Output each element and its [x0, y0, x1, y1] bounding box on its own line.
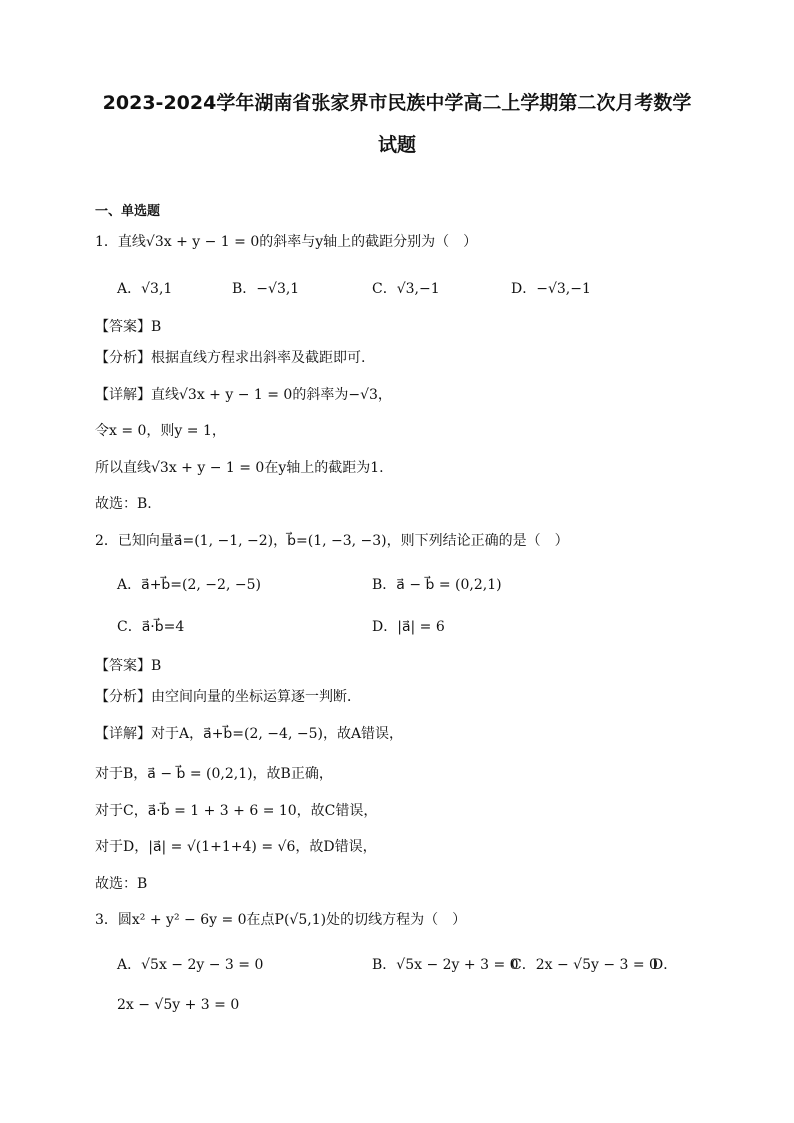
answer-tag: 【答案】	[95, 319, 151, 335]
q1-analysis	[95, 348, 365, 368]
q2-option-c: C．a⃗·b⃗=4	[117, 619, 185, 635]
question-1-stem: 1．直线√3x + y − 1 = 0的斜率与y轴上的截距分别为（ ）	[95, 234, 478, 250]
q2-option-a: A．a⃗+b⃗=(2, −2, −5)	[117, 577, 261, 593]
q2-detail-2: 对于B，a⃗ − b⃗ = (0,2,1)，故B正确，	[95, 766, 333, 782]
q2-option-b: B．a⃗ − b⃗ = (0,2,1)	[372, 577, 502, 593]
q3-option-d-label: D．	[652, 957, 678, 973]
question-2-stem: 2．已知向量a⃗=(1, −1, −2)，b⃗=(1, −3, −3)，则下列结论正确的是（ ）	[95, 533, 569, 549]
q1-detail-2: 令x = 0，则y = 1，	[95, 423, 226, 439]
q3-option-c: C．2x − √5y − 3 = 0	[511, 957, 658, 973]
q1-option-d: D．−√3,−1	[511, 281, 591, 297]
q3-option-d-value: 2x − √5y + 3 = 0	[117, 997, 240, 1013]
q2-answer	[95, 656, 161, 676]
q1-option-c: C．√3,−1	[372, 281, 440, 297]
analysis-tag: 【分析】	[95, 350, 151, 366]
q3-option-b: B．√5x − 2y + 3 = 0	[372, 957, 519, 973]
q1-detail	[95, 385, 392, 405]
document-title-line1: 2023-2024学年湖南省张家界市民族中学高二上学期第二次月考数学	[102, 92, 692, 114]
detail-tag: 【详解】	[95, 387, 151, 403]
document-title-line2: 试题	[377, 134, 416, 156]
q1-answer	[95, 317, 161, 337]
analysis-text: 根据直线方程求出斜率及截距即可.	[151, 350, 366, 366]
answer-value: B	[151, 319, 162, 335]
q2-detail-4: 对于D，|a⃗| = √(1+1+4) = √6，故D错误，	[95, 839, 377, 855]
q2-conclusion: 故选：B	[95, 876, 148, 892]
q1-option-a: A．√3,1	[117, 281, 173, 297]
detail-text: 对于A，a⃗+b⃗=(2, −4, −5)，故A错误，	[151, 726, 404, 742]
answer-value: B	[151, 658, 162, 674]
q1-option-b: B．−√3,1	[232, 281, 300, 297]
answer-tag: 【答案】	[95, 658, 151, 674]
detail-tag: 【详解】	[95, 726, 151, 742]
q2-detail-3: 对于C，a⃗·b⃗ = 1 + 3 + 6 = 10，故C错误，	[95, 803, 378, 819]
q2-analysis	[95, 687, 361, 707]
q2-option-d: D．|a⃗| = 6	[372, 619, 445, 635]
analysis-text: 由空间向量的坐标运算逐一判断．	[151, 689, 361, 705]
q1-conclusion: 故选：B.	[95, 496, 152, 512]
analysis-tag: 【分析】	[95, 689, 151, 705]
q3-option-a: A．√5x − 2y − 3 = 0	[117, 957, 264, 973]
q1-detail-3: 所以直线√3x + y − 1 = 0在y轴上的截距为1.	[95, 460, 384, 476]
section-heading: 一、单选题	[95, 204, 161, 219]
detail-text: 直线√3x + y − 1 = 0的斜率为−√3，	[151, 387, 392, 403]
question-3-stem: 3．圆x² + y² − 6y = 0在点P(√5,1)处的切线方程为（ ）	[95, 912, 467, 928]
q2-detail	[95, 724, 403, 744]
